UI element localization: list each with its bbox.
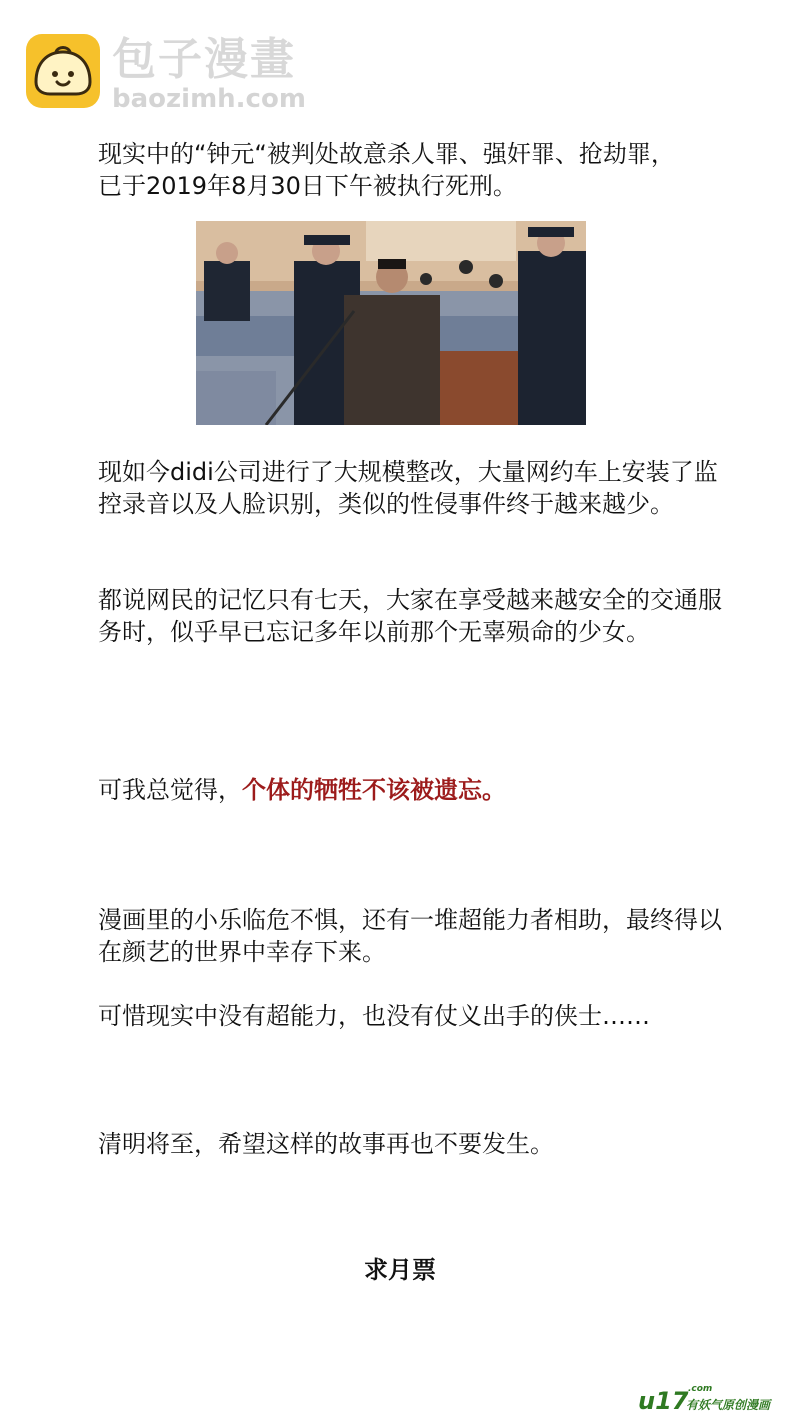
- highlight-text: 个体的牺牲不该被遗忘。: [242, 776, 506, 804]
- watermark-slogan: 有妖气原创漫画: [686, 1398, 771, 1412]
- paragraph-reform: 现如今didi公司进行了大规模整改，大量网约车上安装了监控录音以及人脸识别，类似的性侵事件终于越来越少。: [98, 458, 718, 518]
- paragraph-reality: 可惜现实中没有超能力，也没有仗义出手的侠士……: [98, 1002, 650, 1030]
- site-logo[interactable]: [26, 32, 316, 114]
- paragraph-line: 已于2019年8月30日下午被执行死刑。: [98, 172, 517, 200]
- watermark-com: .com: [688, 1384, 713, 1394]
- paragraph-execution: [98, 138, 722, 202]
- paragraph-hope: 清明将至，希望这样的故事再也不要发生。: [98, 1130, 554, 1158]
- site-domain: baozimh.com: [112, 84, 306, 114]
- site-title: 包子漫畫: [112, 34, 296, 85]
- paragraph-line: 现实中的“钟元“被判处故意杀人罪、强奸罪、抢劫罪，: [98, 140, 675, 168]
- watermark-logo: u17: [638, 1387, 689, 1415]
- paragraph-prefix: 可我总觉得，: [98, 776, 242, 804]
- paragraph-sacrifice: [98, 774, 722, 806]
- u17-watermark: [638, 1386, 788, 1416]
- courtroom-photo: [196, 221, 586, 425]
- paragraph-comic: 漫画里的小乐临危不惧，还有一堆超能力者相助，最终得以在颜艺的世界中幸存下来。: [98, 906, 722, 966]
- bun-mascot-icon: [26, 34, 100, 108]
- monthly-ticket-request: 求月票: [364, 1256, 436, 1284]
- paragraph-memory: 都说网民的记忆只有七天，大家在享受越来越安全的交通服务时，似乎早已忘记多年以前那个无辜殒命的少女。: [98, 586, 722, 646]
